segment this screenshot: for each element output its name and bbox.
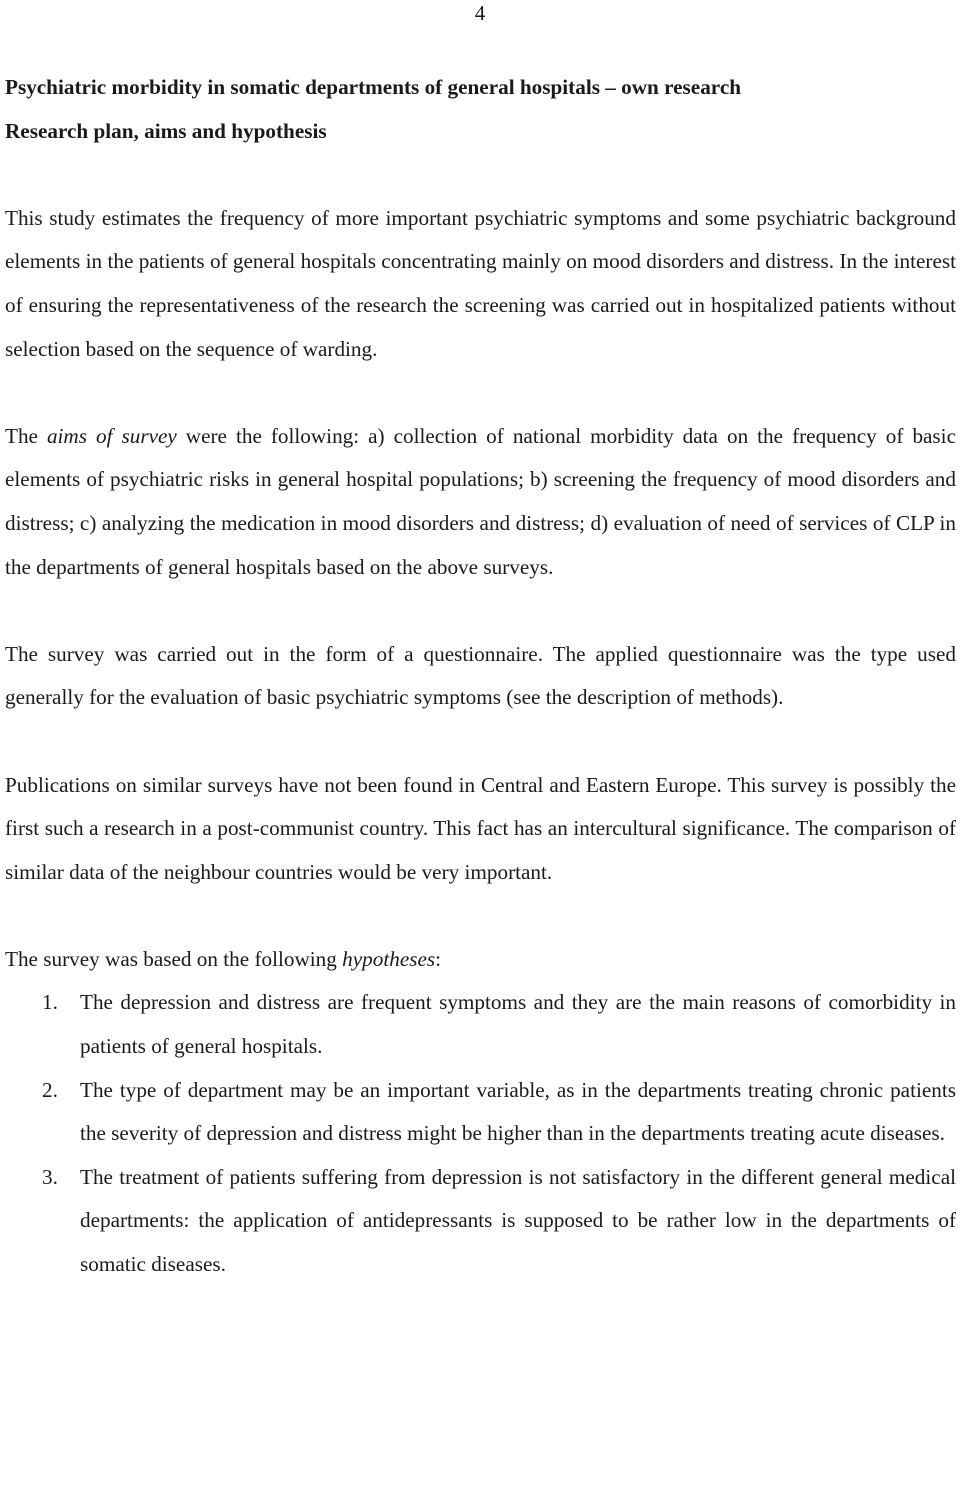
list-item-text: The treatment of patients suffering from depression is not satisfactory in the different general medical departments: the application of antidepressants is supposed to be rather low in the departments of somatic diseases.	[80, 1164, 956, 1277]
hypotheses-intro-text: The survey was based on the following	[5, 946, 343, 971]
list-item-number: 2.	[42, 1077, 58, 1102]
list-item-text: The type of department may be an important variable, as in the departments treating chronic patients the severity of depression and distress might be higher than in the departments treating acute diseases.	[80, 1077, 956, 1146]
spacer	[5, 153, 956, 197]
list-item	[5, 981, 956, 1068]
aims-body-text: were the following: a) collection of national morbidity data on the frequency of basic elements of psychiatric risks in general hospital populations; b) screening the frequency of mood disorders and distress; c) analyzing the medication in mood disorders and distress; d) evaluation of need of services of CLP in the departments of general hospitals based on the above surveys.	[5, 423, 956, 579]
page-number: 4	[474, 1, 486, 25]
paragraph-publications: Publications on similar surveys have not been found in Central and Eastern Europe. This survey is possibly the first such a research in a post-communist country. This fact has an intercultural significance. The comparison of similar data of the neighbour countries would be very important.	[5, 772, 956, 884]
document-body	[5, 66, 956, 1287]
list-item	[5, 1069, 956, 1156]
list-item	[5, 1156, 956, 1287]
paragraph-study-description: This study estimates the frequency of more important psychiatric symptoms and some psychiatric background elements in the patients of general hospitals concentrating mainly on mood disorders and distress. In the interest of ensuring the representativeness of the research the screening was carried out in hospitalized patients without selection based on the sequence of warding.	[5, 205, 956, 361]
aims-emphasis: aims of survey	[46, 423, 177, 448]
hypotheses-emphasis: hypotheses	[342, 946, 436, 971]
paragraph-hypotheses-intro	[5, 938, 956, 982]
section-title: Psychiatric morbidity in somatic departments of general hospitals – own research	[5, 75, 742, 99]
paragraph-survey-aims	[5, 415, 956, 589]
list-item-number: 3.	[42, 1164, 58, 1189]
list-item-number: 1.	[42, 990, 58, 1015]
hypotheses-list	[5, 981, 956, 1286]
list-item-text: The depression and distress are frequent symptoms and they are the main reasons of comorbidity in patients of general hospitals.	[80, 990, 956, 1059]
hypotheses-colon: :	[435, 946, 442, 971]
aims-intro-text: The	[5, 423, 47, 448]
section-subtitle: Research plan, aims and hypothesis	[5, 118, 327, 143]
paragraph-questionnaire: The survey was carried out in the form of a questionnaire. The applied questionnaire was the type used generally for the evaluation of basic psychiatric symptoms (see the description of methods).	[5, 641, 956, 710]
